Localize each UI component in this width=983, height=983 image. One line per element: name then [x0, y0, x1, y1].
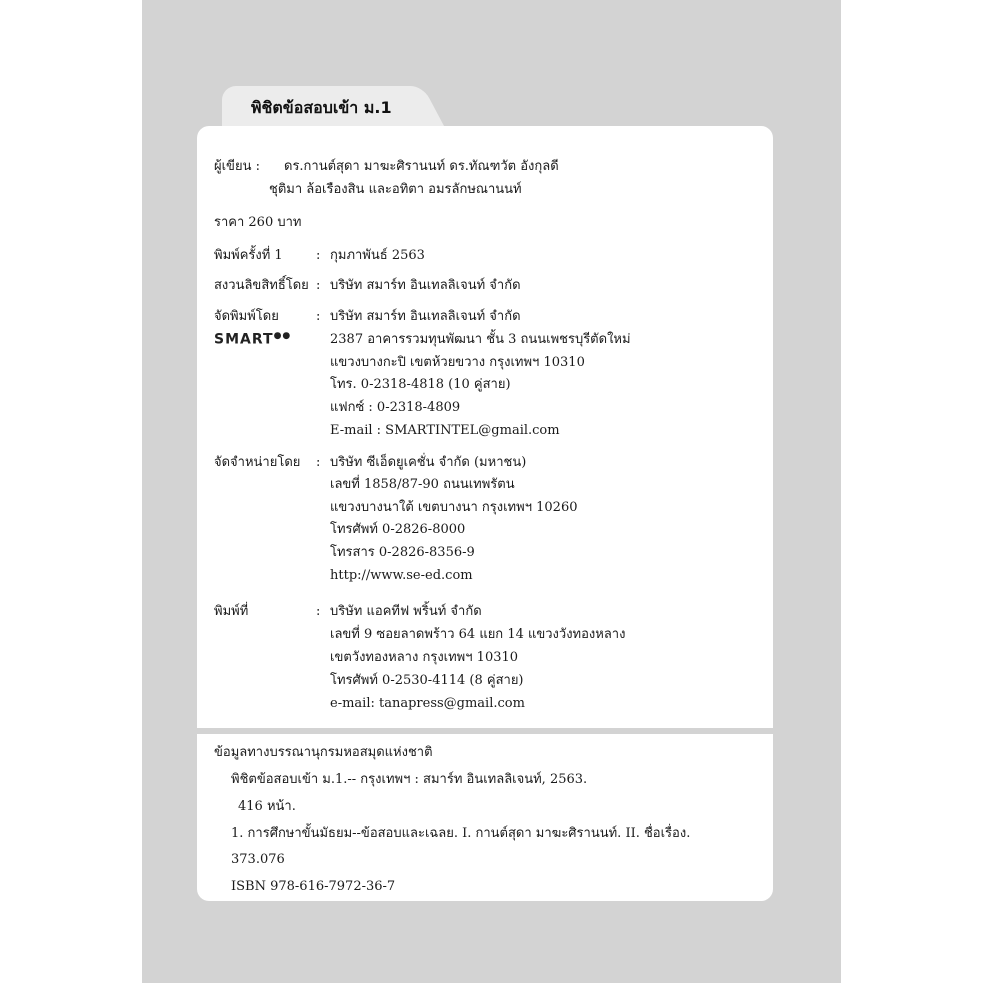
printer-line: เขตวังทองหลาง กรุงเทพฯ 10310: [330, 650, 519, 665]
publisher-line: แขวงบางกะปิ เขตห้วยขวาง กรุงเทพฯ 10310: [330, 355, 585, 370]
publisher-line: 2387 อาคารรวมทุนพัฒนา ชั้น 3 ถนนเพชรบุรีตัดใหม่: [330, 332, 631, 347]
printer-line: บริษัท แอคทีฟ พริ้นท์ จำกัด: [330, 604, 482, 619]
smart-logo-icon: ●●: [273, 331, 292, 341]
catalog-line: 1. การศึกษาขั้นมัธยม--ข้อสอบและเฉลย. I. กานต์สุดา มาฆะศิรานนท์. II. ชื่อเรื่อง.: [231, 826, 691, 841]
printer-line: โทรศัพท์ 0-2530-4114 (8 คู่สาย): [330, 673, 524, 688]
distributor-colon: :: [316, 455, 321, 470]
distributor-line: โทรศัพท์ 0-2826-8000: [330, 522, 466, 537]
price: ราคา 260 บาท: [214, 215, 302, 230]
distributor-line: บริษัท ซีเอ็ดยูเคชั่น จำกัด (มหาชน): [330, 455, 527, 470]
printer-colon: :: [316, 604, 321, 619]
smart-logo-text: SMART: [214, 331, 274, 348]
isbn: ISBN 978-616-7972-36-7: [231, 879, 396, 894]
distributor-line: เลขที่ 1858/87-90 ถนนเทพรัตน: [330, 477, 515, 492]
publisher-line: บริษัท สมาร์ท อินเทลลิเจนท์ จำกัด: [330, 309, 521, 324]
catalog-heading: ข้อมูลทางบรรณานุกรมหอสมุดแห่งชาติ: [214, 745, 433, 760]
catalog-line: พิชิตข้อสอบเข้า ม.1.-- กรุงเทพฯ : สมาร์ท อินเทลลิเจนท์, 2563.: [231, 772, 588, 787]
copyright-value: บริษัท สมาร์ท อินเทลลิเจนท์ จำกัด: [330, 278, 521, 293]
smart-logo: [214, 331, 291, 348]
publisher-line: แฟกซ์ : 0-2318-4809: [330, 400, 461, 415]
edition-label: พิมพ์ครั้งที่ 1: [214, 248, 283, 263]
copyright-colon: :: [316, 278, 321, 293]
distributor-line: โทรสาร 0-2826-8356-9: [330, 545, 475, 560]
printer-line: เลขที่ 9 ซอยลาดพร้าว 64 แยก 14 แขวงวังทองหลาง: [330, 627, 626, 642]
publisher-colon: :: [316, 309, 321, 324]
distributor-website: http://www.se-ed.com: [330, 568, 473, 583]
edition-colon: :: [316, 248, 321, 263]
authors-label: ผู้เขียน :: [214, 159, 260, 174]
distributor-line: แขวงบางนาใต้ เขตบางนา กรุงเทพฯ 10260: [330, 500, 578, 515]
catalog-line: 373.076: [231, 852, 285, 867]
distributor-label: จัดจำหน่ายโดย: [214, 455, 301, 470]
printer-label: พิมพ์ที่: [214, 604, 249, 619]
edition-value: กุมภาพันธ์ 2563: [330, 248, 425, 263]
publisher-email: E-mail : SMARTINTEL@gmail.com: [330, 423, 560, 438]
book-title: พิชิตข้อสอบเข้า ม.1: [251, 98, 392, 117]
publisher-label: จัดพิมพ์โดย: [214, 309, 279, 324]
printer-email: e-mail: tanapress@gmail.com: [330, 696, 525, 711]
publisher-line: โทร. 0-2318-4818 (10 คู่สาย): [330, 377, 511, 392]
authors-line-1: ดร.กานต์สุดา มาฆะศิรานนท์ ดร.ทัณฑวัต อังกุลดี: [284, 159, 559, 174]
copyright-label: สงวนลิขสิทธิ์โดย: [214, 278, 309, 293]
authors-line-2: ชุติมา ล้อเรืองสิน และอทิตา อมรลักษณานนท์: [269, 182, 522, 197]
catalog-line: 416 หน้า.: [238, 799, 296, 814]
